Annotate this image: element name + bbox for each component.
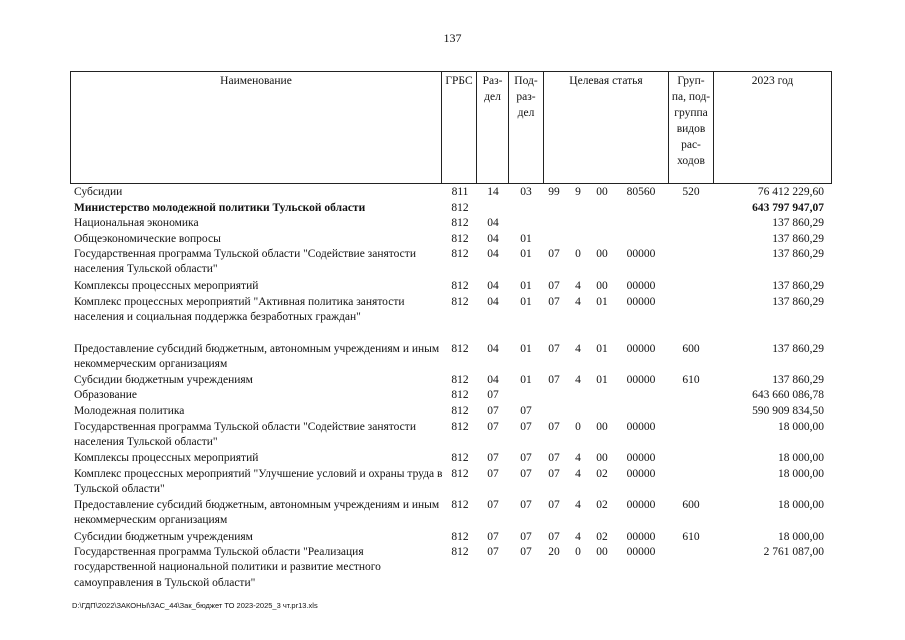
target-article-part: 00000 — [626, 248, 656, 260]
razdel-cell: 07 — [487, 421, 499, 433]
target-article-part: 4 — [575, 296, 581, 308]
target-article-part: 00000 — [626, 468, 656, 480]
target-article-part: 07 — [548, 421, 560, 433]
target-article-part: 00 — [596, 452, 608, 464]
amount-cell: 643 660 086,78 — [752, 389, 824, 401]
expense-group-cell: 600 — [682, 343, 700, 355]
row-name: Министерство молодежной политики Тульской области — [74, 202, 366, 214]
target-article-part: 07 — [548, 468, 560, 480]
amount-cell: 137 860,29 — [772, 248, 824, 260]
podrazdel-cell: 07 — [520, 468, 532, 480]
header-grbs: ГРБС — [445, 75, 473, 87]
podrazdel-cell: 07 — [520, 546, 532, 558]
amount-cell: 590 909 834,50 — [752, 405, 824, 417]
podrazdel-cell: 03 — [520, 186, 532, 198]
amount-cell: 643 797 947,07 — [752, 202, 824, 214]
razdel-cell: 04 — [487, 343, 499, 355]
target-article-part: 00 — [596, 248, 608, 260]
target-article-part: 00000 — [626, 499, 656, 511]
grbs-cell: 812 — [451, 452, 469, 464]
target-article-part: 07 — [548, 296, 560, 308]
grbs-cell: 811 — [451, 186, 469, 198]
podrazdel-cell: 07 — [520, 499, 532, 511]
amount-cell: 137 860,29 — [772, 217, 824, 229]
grbs-cell: 812 — [451, 374, 469, 386]
target-article-part: 4 — [575, 468, 581, 480]
podrazdel-cell: 07 — [520, 421, 532, 433]
target-article-part: 4 — [575, 280, 581, 292]
target-article-part: 07 — [548, 499, 560, 511]
row-name: Национальная экономика — [74, 217, 199, 229]
page-number: 137 — [443, 31, 462, 45]
row-name: Государственная программа Тульской области "Содействие занятости населения Тульской области" — [74, 421, 416, 449]
podrazdel-cell: 01 — [520, 248, 532, 260]
target-article-part: 02 — [596, 468, 608, 480]
target-article-part: 4 — [575, 343, 581, 355]
amount-cell: 18 000,00 — [778, 499, 824, 511]
target-article-part: 00000 — [626, 421, 656, 433]
grbs-cell: 812 — [451, 202, 469, 214]
target-article-part: 9 — [575, 186, 581, 198]
grbs-cell: 812 — [451, 499, 469, 511]
target-article-part: 0 — [575, 248, 581, 260]
podrazdel-cell: 01 — [520, 374, 532, 386]
header-expense-group: Груп- па, под- группа видов рас- ходов — [671, 75, 711, 167]
row-name: Предоставление субсидий бюджетным, автономным учреждениям и иным некоммерческим организациям — [74, 499, 440, 527]
razdel-cell: 07 — [487, 499, 499, 511]
header-podrazdel: Под- раз- дел — [514, 75, 538, 119]
row-name: Субсидии бюджетным учреждениям — [74, 531, 253, 543]
grbs-cell: 812 — [451, 421, 469, 433]
file-path-footer: D:\ГДП\2022\ЗАКОНЫ\ЗАС_44\Зак_бюджет ТО 2023-2025_3 чт.pr13.xls — [72, 601, 318, 610]
target-article-part: 0 — [575, 546, 581, 558]
amount-cell: 18 000,00 — [778, 421, 824, 433]
target-article-part: 0 — [575, 421, 581, 433]
target-article-part: 00000 — [626, 546, 656, 558]
target-article-part: 4 — [575, 374, 581, 386]
podrazdel-cell: 01 — [520, 343, 532, 355]
header-year: 2023 год — [751, 75, 794, 87]
amount-cell: 137 860,29 — [772, 233, 824, 245]
target-article-part: 4 — [575, 531, 581, 543]
amount-cell: 18 000,00 — [778, 452, 824, 464]
target-article-part: 00000 — [626, 280, 656, 292]
expense-group-cell: 610 — [682, 374, 700, 386]
podrazdel-cell: 07 — [520, 531, 532, 543]
target-article-part: 07 — [548, 531, 560, 543]
podrazdel-cell: 07 — [520, 405, 532, 417]
col-divider — [831, 72, 832, 184]
expense-group-cell: 610 — [682, 531, 700, 543]
row-name: Комплекс процессных мероприятий "Улучшение условий и охраны труда в Тульской области" — [74, 468, 443, 496]
grbs-cell: 812 — [451, 546, 469, 558]
grbs-cell: 812 — [451, 217, 469, 229]
row-name: Субсидии — [74, 186, 123, 198]
expense-group-cell: 520 — [682, 186, 700, 198]
target-article-part: 00 — [596, 546, 608, 558]
amount-cell: 18 000,00 — [778, 468, 824, 480]
podrazdel-cell: 07 — [520, 452, 532, 464]
target-article-part: 4 — [575, 452, 581, 464]
target-article-part: 02 — [596, 531, 608, 543]
razdel-cell: 04 — [487, 374, 499, 386]
podrazdel-cell: 01 — [520, 233, 532, 245]
target-article-part: 99 — [548, 186, 560, 198]
target-article-part: 01 — [596, 296, 608, 308]
amount-cell: 137 860,29 — [772, 343, 824, 355]
target-article-part: 80560 — [626, 186, 656, 198]
amount-cell: 137 860,29 — [772, 374, 824, 386]
expense-group-cell: 600 — [682, 499, 700, 511]
target-article-part: 00000 — [626, 531, 656, 543]
header-top-rule — [70, 71, 832, 72]
target-article-part: 4 — [575, 499, 581, 511]
header-razdel: Раз- дел — [482, 75, 503, 103]
razdel-cell: 04 — [487, 217, 499, 229]
razdel-cell: 04 — [487, 280, 499, 292]
row-name: Комплекс процессных мероприятий "Активная политика занятости населения и социальная поддержка безработных граждан" — [74, 296, 405, 324]
row-name: Комплексы процессных мероприятий — [74, 452, 259, 464]
razdel-cell: 07 — [487, 405, 499, 417]
target-article-part: 07 — [548, 374, 560, 386]
amount-cell: 137 860,29 — [772, 280, 824, 292]
row-name: Предоставление субсидий бюджетным, автономным учреждениям и иным некоммерческим организациям — [74, 343, 440, 371]
target-article-part: 07 — [548, 452, 560, 464]
target-article-part: 07 — [548, 343, 560, 355]
grbs-cell: 812 — [451, 280, 469, 292]
amount-cell: 2 761 087,00 — [763, 546, 824, 558]
razdel-cell: 04 — [487, 248, 499, 260]
target-article-part: 01 — [596, 343, 608, 355]
amount-cell: 18 000,00 — [778, 531, 824, 543]
row-name: Субсидии бюджетным учреждениям — [74, 374, 253, 386]
header-name: Наименование — [220, 75, 292, 87]
grbs-cell: 812 — [451, 389, 469, 401]
row-name: Государственная программа Тульской области "Реализация государственной национальной политики и развитие местного самоуправления в Тульской области" — [74, 546, 381, 589]
target-article-part: 00000 — [626, 452, 656, 464]
amount-cell: 137 860,29 — [772, 296, 824, 308]
razdel-cell: 07 — [487, 389, 499, 401]
target-article-part: 07 — [548, 248, 560, 260]
grbs-cell: 812 — [451, 531, 469, 543]
header-target-article: Целевая статья — [569, 75, 643, 87]
razdel-cell: 04 — [487, 233, 499, 245]
header-bottom-rule — [70, 183, 832, 184]
row-name: Общеэкономические вопросы — [74, 233, 221, 245]
grbs-cell: 812 — [451, 405, 469, 417]
podrazdel-cell: 01 — [520, 296, 532, 308]
target-article-part: 02 — [596, 499, 608, 511]
target-article-part: 00 — [596, 280, 608, 292]
razdel-cell: 04 — [487, 296, 499, 308]
grbs-cell: 812 — [451, 343, 469, 355]
target-article-part: 00000 — [626, 296, 656, 308]
podrazdel-cell: 01 — [520, 280, 532, 292]
row-name: Государственная программа Тульской области "Содействие занятости населения Тульской области" — [74, 248, 416, 276]
razdel-cell: 07 — [487, 531, 499, 543]
target-article-part: 00 — [596, 186, 608, 198]
row-name: Образование — [74, 389, 138, 401]
row-name: Молодежная политика — [74, 405, 185, 417]
target-article-part: 00 — [596, 421, 608, 433]
target-article-part: 00000 — [626, 374, 656, 386]
target-article-part: 01 — [596, 374, 608, 386]
grbs-cell: 812 — [451, 248, 469, 260]
grbs-cell: 812 — [451, 233, 469, 245]
grbs-cell: 812 — [451, 296, 469, 308]
razdel-cell: 07 — [487, 452, 499, 464]
razdel-cell: 14 — [487, 186, 499, 198]
row-name: Комплексы процессных мероприятий — [74, 280, 259, 292]
target-article-part: 07 — [548, 280, 560, 292]
target-article-part: 20 — [548, 546, 560, 558]
target-article-part: 00000 — [626, 343, 656, 355]
razdel-cell: 07 — [487, 546, 499, 558]
amount-cell: 76 412 229,60 — [757, 186, 824, 198]
grbs-cell: 812 — [451, 468, 469, 480]
razdel-cell: 07 — [487, 468, 499, 480]
